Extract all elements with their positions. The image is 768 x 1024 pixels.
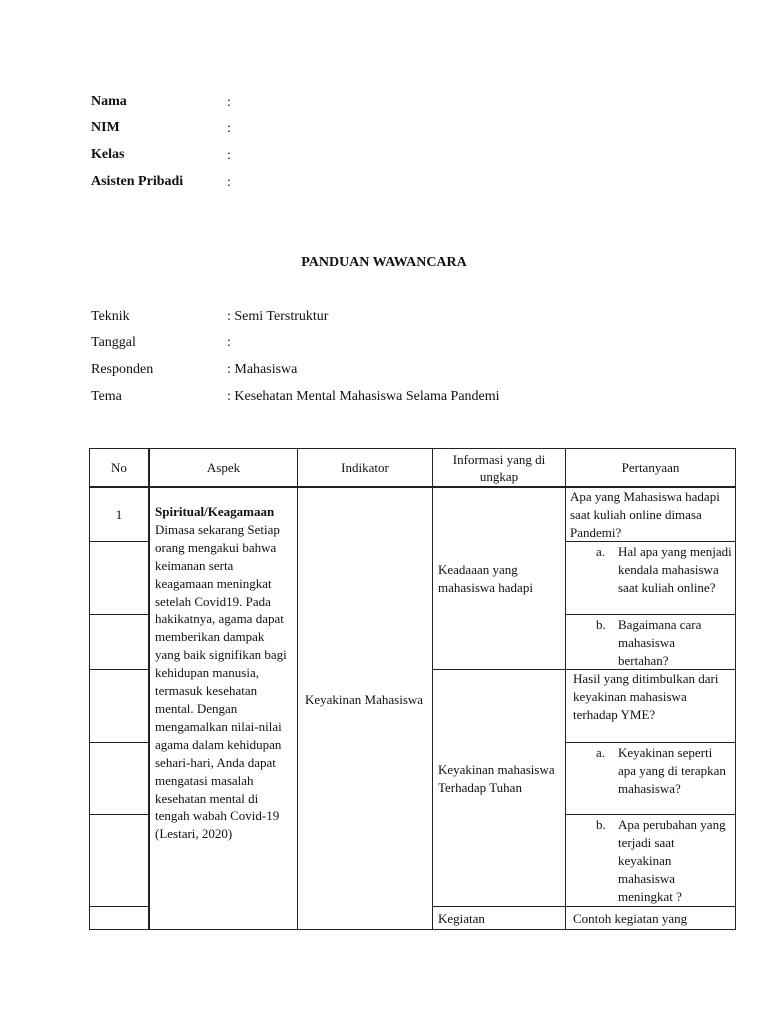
teknik-label: Teknik [91,309,130,324]
header-indikator: Indikator [341,459,389,475]
no-divider [89,541,149,542]
kelas-colon: : [227,148,231,163]
informasi-cell: Kegiatan [438,911,485,926]
teknik-value: : Semi Terstruktur [227,309,329,324]
col-border-indikator [432,448,433,930]
informasi-divider [432,906,566,907]
question-marker: a. [596,745,606,760]
name-colon: : [227,95,231,110]
nim-label: NIM [91,120,120,135]
col-border-right [735,448,736,930]
nim-colon: : [227,121,231,136]
question-1: Apa yang Mahasiswa hadapi saat kuliah online dimasa Pandemi? [570,489,720,540]
no-divider [89,669,149,670]
col-border-aspek [297,448,298,930]
question-1a: Hal apa yang menjadi kendala mahasiswa saat kuliah online? [618,544,732,595]
question-2: Hasil yang ditimbulkan dari keyakinan mahasiswa terhadap YME? [573,671,719,722]
question-2a: Keyakinan seperti apa yang di terapkan mahasiswa? [618,745,726,796]
asisten-label: Asisten Pribadi [91,174,184,189]
tanggal-value: : [227,335,231,350]
question-3: Contoh kegiatan yang [573,911,688,926]
no-divider [89,814,149,815]
question-marker: b. [596,617,606,632]
pertanyaan-divider [565,906,736,907]
no-divider [89,906,149,907]
no-divider [89,742,149,743]
row-number: 1 [115,507,123,522]
question-2b: Apa perubahan yang terjadi saat keyakinan mahasiswa meningkat ? [618,817,726,904]
asisten-colon: : [227,175,231,190]
header-no: No [111,459,127,475]
table-bottom-border [89,929,736,930]
responden-value: : Mahasiswa [227,362,298,377]
tema-value: : Kesehatan Mental Mahasiswa Selama Pandemi [227,389,500,404]
question-1b: Bagaimana cara mahasiswa bertahan? [618,617,702,668]
aspek-body: Dimasa sekarang Setiap orang mengakui bahwa keimanan serta keagamaan meningkat setelah Covid19. Pada hakikatnya, agama dapat memberikan dampak yang baik signifikan bagi kehidupan manusia, termasuk kesehatan mental. Dengan mengamalkan nilai-nilai agama dalam kehidupan sehari-hari, Anda dapat mengatasi masalah kesehatan mental di tengah wabah Covid-19 (Lestari, 2020) [155,521,287,842]
tema-label: Tema [91,389,122,404]
kelas-label: Kelas [91,147,125,162]
document-title: PANDUAN WAWANCARA [301,255,467,270]
question-marker: b. [596,817,606,832]
col-border-informasi [565,448,566,930]
question-marker: a. [596,544,606,559]
informasi-cell: Keyakinan mahasiswa Terhadap Tuhan [438,762,555,795]
header-informasi: Informasi yang di ungkap [452,451,546,484]
pertanyaan-divider [565,814,736,815]
name-label: Nama [91,94,127,109]
pertanyaan-divider [565,614,736,615]
informasi-divider [432,669,566,670]
col-border-no [148,448,150,930]
aspek-cell [155,503,292,843]
header-pertanyaan: Pertanyaan [621,459,680,475]
no-divider [89,614,149,615]
header-aspek: Aspek [206,459,241,475]
informasi-cell: Keadaaan yang mahasiswa hadapi [438,562,533,595]
aspek-title: Spiritual/Keagamaan [155,504,275,519]
responden-label: Responden [91,362,154,377]
pertanyaan-divider [565,742,736,743]
tanggal-label: Tanggal [91,335,136,350]
indikator-cell: Keyakinan Mahasiswa [305,692,424,707]
